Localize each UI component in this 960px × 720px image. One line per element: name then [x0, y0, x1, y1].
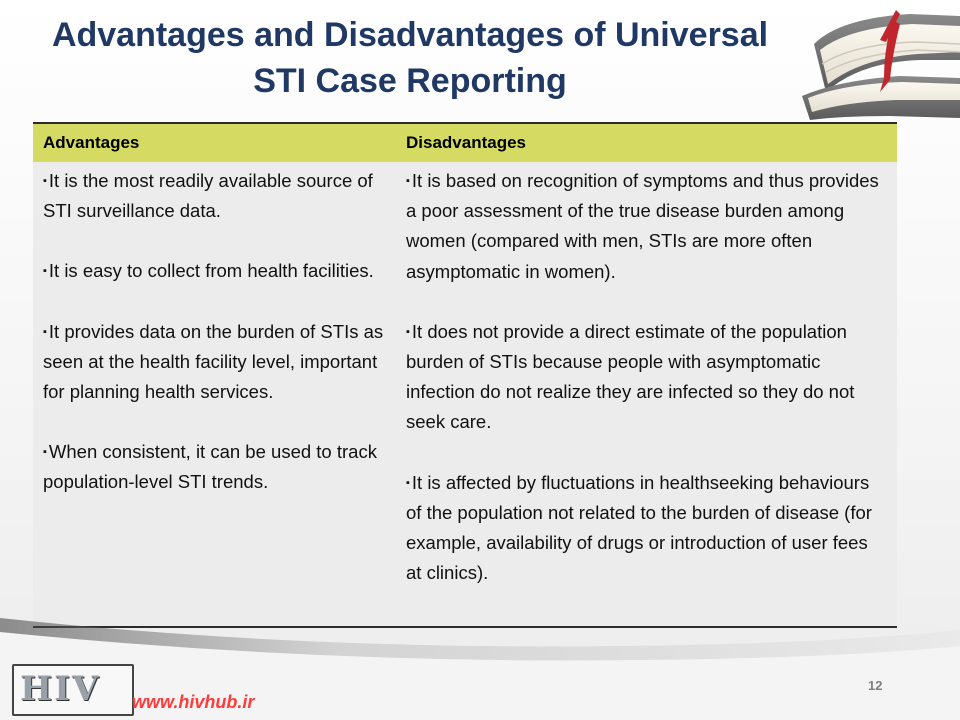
bullet-icon: ▪ — [406, 325, 410, 338]
advantage-text-4: When consistent, it can be used to track population-level STI trends. — [43, 441, 377, 493]
bullet-icon: ▪ — [43, 325, 47, 338]
bullet-icon: ▪ — [43, 446, 47, 459]
disadvantage-text-1: It is based on recognition of symptoms and thus provides a poor assessment of the true disease burden among women (compared with men, STIs are more often asymptomatic in women). — [406, 170, 879, 282]
list-item — [43, 437, 386, 497]
header-disadvantages: Disadvantages — [396, 123, 897, 162]
advantage-text-2: It is easy to collect from health facilities. — [48, 260, 374, 282]
advantages-cell — [33, 162, 396, 627]
advantage-text-1: It is the most readily available source of STI surveillance data. — [43, 170, 373, 222]
bullet-icon: ▪ — [406, 476, 410, 489]
table-row — [33, 162, 897, 627]
slide-title — [20, 12, 800, 104]
list-item — [43, 317, 386, 408]
disadvantage-text-3: It is affected by fluctuations in healthseeking behaviours of the population not related to the burden of disease (for example, availability of drugs or introduction of user fees at clinics). — [406, 471, 872, 584]
logo-text: HIV — [20, 669, 101, 709]
list-item — [406, 468, 887, 589]
table-header-row — [33, 123, 897, 162]
title-line-1: Advantages and Disadvantages of Universal — [51, 16, 769, 54]
disadvantage-text-2: It does not provide a direct estimate of the population burden of STIs because people with asymptomatic infection do not realize they are infected so they do not seek care. — [406, 320, 855, 433]
bullet-icon: ▪ — [43, 175, 47, 187]
website-link[interactable]: www.hivhub.ir — [132, 692, 255, 712]
title-line-2: STI Case Reporting — [253, 62, 567, 100]
book-icon — [800, 0, 960, 120]
comparison-table — [33, 122, 897, 628]
list-item — [406, 166, 887, 287]
bullet-icon: ▪ — [43, 265, 47, 278]
list-item — [43, 166, 386, 226]
page-number: 12 — [868, 678, 883, 693]
advantage-text-3: It provides data on the burden of STIs as seen at the health facility level, important for planning health services. — [43, 320, 384, 403]
disadvantages-cell — [396, 162, 897, 627]
bullet-icon: ▪ — [406, 175, 410, 187]
header-advantages: Advantages — [33, 123, 396, 162]
list-item — [43, 256, 386, 286]
list-item — [406, 317, 887, 438]
